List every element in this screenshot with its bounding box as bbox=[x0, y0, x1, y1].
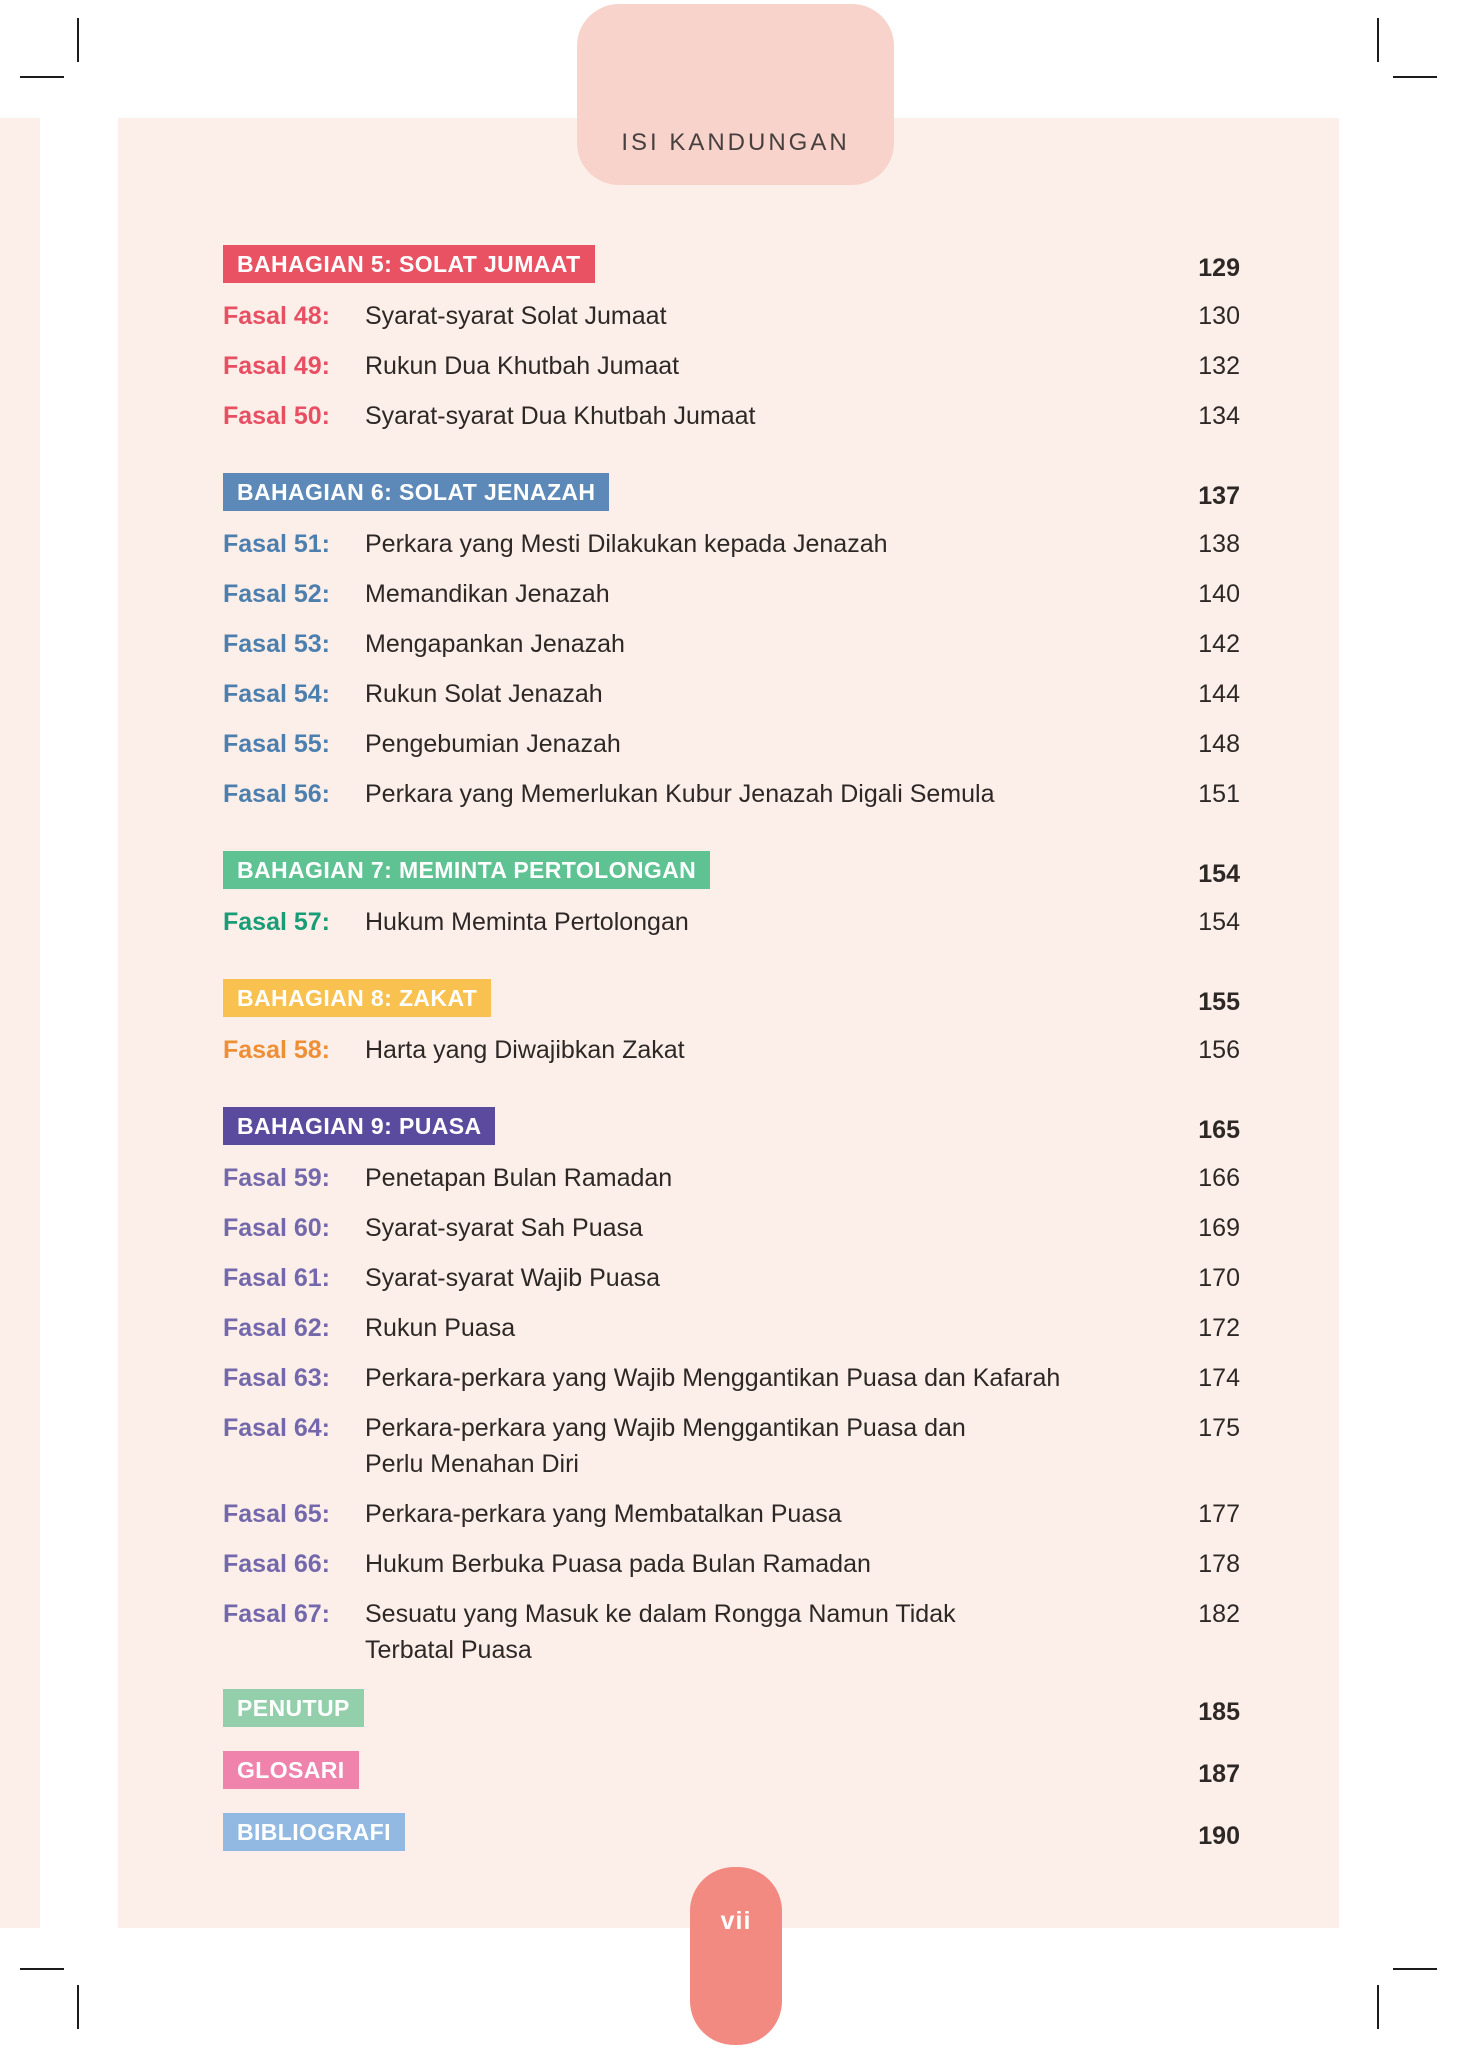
section-header-row bbox=[223, 851, 1240, 889]
section-badge: BAHAGIAN 7: MEMINTA PERTOLONGAN bbox=[223, 851, 710, 889]
toc-list bbox=[223, 245, 1240, 1859]
toc-entry bbox=[223, 569, 1240, 619]
section-page-number: 185 bbox=[1198, 1697, 1240, 1726]
entry-title: Syarat-syarat Wajib Puasa bbox=[365, 1264, 661, 1292]
crop-mark-top-left-horizontal bbox=[20, 76, 64, 78]
entry-page-number: 156 bbox=[1198, 1036, 1240, 1064]
entry-title: Perkara yang Memerlukan Kubur Jenazah Digali Semula bbox=[365, 780, 995, 808]
entry-label: Fasal 55: bbox=[223, 730, 331, 758]
section-badge: BAHAGIAN 5: SOLAT JUMAAT bbox=[223, 245, 595, 283]
entry-label: Fasal 48: bbox=[223, 302, 331, 330]
section-entries bbox=[223, 1025, 1240, 1075]
entry-label: Fasal 65: bbox=[223, 1500, 331, 1528]
section-badge: BIBLIOGRAFI bbox=[223, 1813, 405, 1851]
entry-page-number: 154 bbox=[1198, 908, 1240, 936]
toc-page bbox=[118, 118, 1339, 1928]
section-entries bbox=[223, 291, 1240, 441]
entry-label: Fasal 51: bbox=[223, 530, 331, 558]
toc-entry bbox=[223, 1153, 1240, 1203]
section-badge: BAHAGIAN 8: ZAKAT bbox=[223, 979, 491, 1017]
entry-label: Fasal 57: bbox=[223, 908, 331, 936]
entry-label: Fasal 52: bbox=[223, 580, 331, 608]
toc-section bbox=[223, 1689, 1240, 1727]
section-badge: BAHAGIAN 9: PUASA bbox=[223, 1107, 495, 1145]
entry-page-number: 132 bbox=[1198, 352, 1240, 380]
entry-title-line2: Perlu Menahan Diri bbox=[365, 1450, 579, 1478]
toc-section bbox=[223, 1107, 1240, 1675]
crop-mark-bottom-left-horizontal bbox=[20, 1968, 64, 1970]
section-header-row bbox=[223, 1107, 1240, 1145]
toc-section bbox=[223, 851, 1240, 947]
section-badge: BAHAGIAN 6: SOLAT JENAZAH bbox=[223, 473, 609, 511]
entry-page-number: 151 bbox=[1198, 780, 1240, 808]
entry-label: Fasal 49: bbox=[223, 352, 331, 380]
entry-title: Perkara-perkara yang Wajib Menggantikan Puasa dan Perlu Menahan Diri bbox=[365, 1410, 1198, 1482]
entry-label: Fasal 58: bbox=[223, 1036, 331, 1064]
entry-label: Fasal 61: bbox=[223, 1264, 331, 1292]
crop-mark-bottom-right-vertical bbox=[1377, 1985, 1379, 2029]
toc-entry bbox=[223, 1589, 1240, 1675]
entry-title: Rukun Puasa bbox=[365, 1314, 516, 1342]
toc-entry bbox=[223, 1539, 1240, 1589]
section-page-number: 165 bbox=[1198, 1115, 1240, 1144]
toc-entry bbox=[223, 1489, 1240, 1539]
entry-title: Syarat-syarat Solat Jumaat bbox=[365, 302, 667, 330]
page-number-label: vii bbox=[720, 1907, 752, 1935]
section-header-row bbox=[223, 473, 1240, 511]
section-header-row bbox=[223, 1813, 1240, 1851]
toc-entry bbox=[223, 1303, 1240, 1353]
toc-entry bbox=[223, 341, 1240, 391]
entry-page-number: 130 bbox=[1198, 302, 1240, 330]
entry-title: Rukun Solat Jenazah bbox=[365, 680, 603, 708]
section-entries bbox=[223, 897, 1240, 947]
page-header-tab bbox=[577, 4, 894, 185]
entry-label: Fasal 56: bbox=[223, 780, 331, 808]
entry-title: Perkara-perkara yang Wajib Menggantikan Puasa dan Kafarah bbox=[365, 1364, 1061, 1392]
toc-entry bbox=[223, 769, 1240, 819]
entry-title: Harta yang Diwajibkan Zakat bbox=[365, 1036, 685, 1064]
entry-page-number: 148 bbox=[1198, 730, 1240, 758]
entry-page-number: 170 bbox=[1198, 1264, 1240, 1292]
section-badge: GLOSARI bbox=[223, 1751, 359, 1789]
crop-mark-top-left-vertical bbox=[77, 18, 79, 62]
entry-page-number: 169 bbox=[1198, 1214, 1240, 1242]
entry-label: Fasal 59: bbox=[223, 1164, 331, 1192]
toc-section bbox=[223, 1751, 1240, 1789]
entry-title: Pengebumian Jenazah bbox=[365, 730, 621, 758]
section-header-row bbox=[223, 1751, 1240, 1789]
section-entries bbox=[223, 519, 1240, 819]
section-page-number: 137 bbox=[1198, 481, 1240, 510]
entry-label: Fasal 50: bbox=[223, 402, 331, 430]
section-page-number: 190 bbox=[1198, 1821, 1240, 1850]
entry-title: Rukun Dua Khutbah Jumaat bbox=[365, 352, 680, 380]
entry-label: Fasal 67: bbox=[223, 1600, 331, 1628]
entry-page-number: 134 bbox=[1198, 402, 1240, 430]
entry-title: Hukum Berbuka Puasa pada Bulan Ramadan bbox=[365, 1550, 871, 1578]
entry-title: Penetapan Bulan Ramadan bbox=[365, 1164, 673, 1192]
section-page-number: 154 bbox=[1198, 859, 1240, 888]
entry-title-line2: Terbatal Puasa bbox=[365, 1636, 532, 1664]
section-header-row bbox=[223, 1689, 1240, 1727]
toc-entry bbox=[223, 1253, 1240, 1303]
toc-entry bbox=[223, 897, 1240, 947]
crop-mark-top-right-vertical bbox=[1377, 18, 1379, 62]
entry-label: Fasal 64: bbox=[223, 1414, 331, 1442]
entry-page-number: 142 bbox=[1198, 630, 1240, 658]
entry-label: Fasal 53: bbox=[223, 630, 331, 658]
entry-page-number: 178 bbox=[1198, 1550, 1240, 1578]
entry-title: Syarat-syarat Sah Puasa bbox=[365, 1214, 643, 1242]
toc-entry bbox=[223, 291, 1240, 341]
crop-mark-top-right-horizontal bbox=[1393, 76, 1437, 78]
entry-label: Fasal 60: bbox=[223, 1214, 331, 1242]
entry-page-number: 140 bbox=[1198, 580, 1240, 608]
toc-entry bbox=[223, 1403, 1240, 1489]
entry-title: Syarat-syarat Dua Khutbah Jumaat bbox=[365, 402, 756, 430]
section-page-number: 129 bbox=[1198, 253, 1240, 282]
toc-section bbox=[223, 473, 1240, 819]
toc-entry bbox=[223, 719, 1240, 769]
toc-entry bbox=[223, 669, 1240, 719]
section-page-number: 155 bbox=[1198, 987, 1240, 1016]
entry-page-number: 177 bbox=[1198, 1500, 1240, 1528]
toc-section bbox=[223, 245, 1240, 441]
entry-page-number: 166 bbox=[1198, 1164, 1240, 1192]
entry-page-number: 144 bbox=[1198, 680, 1240, 708]
entry-label: Fasal 66: bbox=[223, 1550, 331, 1578]
adjacent-page-edge bbox=[0, 118, 40, 1928]
toc-entry bbox=[223, 519, 1240, 569]
entry-page-number: 175 bbox=[1198, 1414, 1240, 1442]
entry-page-number: 174 bbox=[1198, 1364, 1240, 1392]
section-entries bbox=[223, 1153, 1240, 1675]
page-header-title: ISI KANDUNGAN bbox=[621, 129, 850, 156]
toc-entry bbox=[223, 1353, 1240, 1403]
entry-page-number: 138 bbox=[1198, 530, 1240, 558]
entry-title: Memandikan Jenazah bbox=[365, 580, 610, 608]
entry-title: Perkara-perkara yang Membatalkan Puasa bbox=[365, 1500, 842, 1528]
section-page-number: 187 bbox=[1198, 1759, 1240, 1788]
entry-title: Hukum Meminta Pertolongan bbox=[365, 908, 689, 936]
entry-title: Sesuatu yang Masuk ke dalam Rongga Namun Tidak Terbatal Puasa bbox=[365, 1596, 1198, 1668]
toc-entry bbox=[223, 391, 1240, 441]
entry-page-number: 182 bbox=[1198, 1600, 1240, 1628]
toc-section bbox=[223, 979, 1240, 1075]
page-number-tab bbox=[690, 1867, 782, 2045]
section-badge: PENUTUP bbox=[223, 1689, 364, 1727]
crop-mark-bottom-right-horizontal bbox=[1393, 1968, 1437, 1970]
crop-mark-bottom-left-vertical bbox=[77, 1985, 79, 2029]
entry-label: Fasal 54: bbox=[223, 680, 331, 708]
toc-entry bbox=[223, 619, 1240, 669]
entry-title: Perkara yang Mesti Dilakukan kepada Jenazah bbox=[365, 530, 888, 558]
section-header-row bbox=[223, 979, 1240, 1017]
entry-label: Fasal 63: bbox=[223, 1364, 331, 1392]
entry-title: Mengapankan Jenazah bbox=[365, 630, 625, 658]
entry-label: Fasal 62: bbox=[223, 1314, 331, 1342]
entry-page-number: 172 bbox=[1198, 1314, 1240, 1342]
toc-entry bbox=[223, 1203, 1240, 1253]
toc-section bbox=[223, 1813, 1240, 1851]
toc-entry bbox=[223, 1025, 1240, 1075]
section-header-row bbox=[223, 245, 1240, 283]
